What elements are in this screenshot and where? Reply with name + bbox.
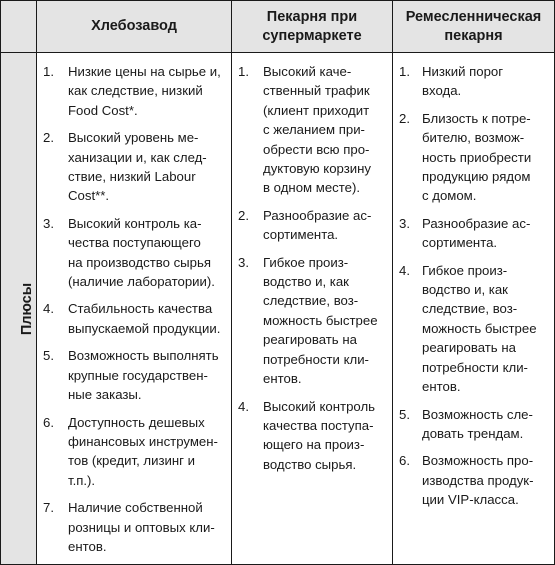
list-item-line: потребности кли- (263, 351, 369, 367)
list-item-line: с домом. (422, 188, 477, 204)
list-item-line: можность быстрее (263, 312, 378, 328)
header-row (1, 1, 555, 53)
list-item-number: 4. (43, 301, 54, 317)
header-supermarket-bakery (232, 1, 393, 53)
row-label-pros: Плюсы (19, 282, 36, 335)
list-item-number: 3. (238, 254, 249, 270)
list-item-line: Разнообразие ас- (422, 215, 531, 231)
craft-bakery-pros-cell (393, 53, 555, 565)
header-bread-factory (37, 1, 232, 53)
list-item-line: (наличие лаборатории). (68, 274, 215, 290)
list-item (399, 214, 548, 253)
list-item-text (422, 405, 548, 444)
list-item-line: ственный трафик (263, 83, 370, 99)
list-item-line: на производство сырья (68, 254, 212, 270)
list-item-line: финансовых инструмен- (68, 433, 218, 449)
header-bread-factory-label: Хлебозавод (91, 18, 177, 34)
list-item-line: следствие, воз- (263, 293, 359, 309)
list-item-line: как следствие, низкий (68, 83, 203, 99)
header-corner-cell (1, 1, 37, 53)
list-item (43, 214, 225, 292)
list-item-line: водство и, как (422, 282, 508, 298)
list-item-line: Возможность сле- (422, 406, 533, 422)
list-item-line: Низкие цены на сырье и, (68, 64, 221, 79)
bread-factory-pros-cell (37, 53, 232, 565)
list-item-line: качества поступа- (263, 417, 374, 433)
list-item-text (68, 214, 225, 292)
list-item-line: Гибкое произ- (422, 262, 508, 278)
list-item-line: водство и, как (263, 274, 349, 290)
list-item (43, 62, 225, 120)
list-item-line: ции VIP-класса. (422, 492, 519, 508)
list-item-line: реагировать на (422, 340, 516, 356)
list-item-line: Высокий контроль (263, 398, 376, 414)
list-item-text (68, 346, 225, 404)
list-item-line: Разнообразие ас- (263, 207, 372, 223)
list-item-number: 6. (399, 453, 410, 469)
list-item-line: довать трендам. (422, 425, 524, 441)
list-item-number: 5. (399, 406, 410, 422)
list-item-line: Высокий контроль ка- (68, 215, 202, 231)
list-item-text (422, 109, 548, 206)
list-item-line: Наличие собственной (68, 500, 203, 516)
pros-row (1, 53, 555, 565)
list-item-line: Cost**. (68, 188, 110, 204)
list-item-line: входа. (422, 83, 462, 99)
list-item-text (68, 299, 225, 338)
list-item-line: Возможность про- (422, 453, 534, 469)
list-item-line: с желанием при- (263, 122, 365, 138)
list-item-line: ентов. (422, 379, 461, 395)
list-item-number: 4. (399, 262, 410, 278)
list-item (43, 299, 225, 338)
list-item-number: 6. (43, 414, 54, 430)
list-item-text (68, 498, 225, 556)
list-item-line: Гибкое произ- (263, 254, 349, 270)
list-item-line: Низкий порог (422, 64, 504, 79)
list-item-number: 2. (43, 130, 54, 146)
list-item-line: Возможность выполнять (68, 348, 219, 364)
list-item (399, 62, 548, 101)
list-item-line: розницы и оптовых кли- (68, 519, 215, 535)
list-item-number: 1. (399, 64, 410, 79)
list-item-number: 3. (399, 215, 410, 231)
list-item-number: 4. (238, 398, 249, 414)
list-item-line: выпускаемой продукции. (68, 320, 221, 336)
list-item-line: ентов. (263, 371, 302, 387)
list-item (238, 253, 386, 389)
list-item-text (263, 206, 386, 245)
list-item (399, 109, 548, 206)
header-craft-bakery (393, 1, 555, 53)
list-item-line: ствие, низкий Labour (68, 169, 196, 185)
list-item-line: Высокий каче- (263, 64, 352, 79)
list-item-line: ющего на произ- (263, 437, 365, 453)
list-item-line: (клиент приходит (263, 102, 370, 118)
list-item-text (422, 214, 548, 253)
list-item-line: тов (кредит, лизинг и (68, 453, 195, 469)
list-item-line: потребности кли- (422, 359, 528, 375)
list-item (399, 261, 548, 397)
list-item-number: 1. (43, 64, 54, 79)
supermarket-bakery-pros-list (232, 53, 392, 474)
list-item-line: бителю, возмож- (422, 130, 525, 146)
list-item-line: ность приобрести (422, 149, 532, 165)
list-item-text (68, 128, 225, 206)
list-item (238, 397, 386, 475)
header-craft-bakery-line2: пекарня (444, 27, 503, 44)
list-item-line: Доступность дешевых (68, 414, 205, 430)
list-item (399, 405, 548, 444)
list-item-line: изводства продук- (422, 472, 534, 488)
supermarket-bakery-pros-cell (232, 53, 393, 565)
list-item (238, 206, 386, 245)
list-item (399, 451, 548, 509)
list-item-text (422, 261, 548, 397)
list-item-line: ные заказы. (68, 387, 142, 403)
header-supermarket-bakery-line2: супермаркете (262, 27, 362, 44)
list-item-line: можность быстрее (422, 320, 537, 336)
list-item (43, 498, 225, 556)
list-item-number: 1. (238, 64, 249, 79)
list-item-line: дуктовую корзину (263, 161, 372, 177)
list-item-text (263, 62, 386, 198)
list-item-line: ханизации и, как след- (68, 149, 207, 165)
list-item-number: 2. (399, 110, 410, 126)
list-item-line: сортимента. (263, 227, 339, 243)
list-item-line: следствие, воз- (422, 301, 518, 317)
row-label-cell (1, 53, 37, 565)
list-item (43, 346, 225, 404)
list-item-number: 2. (238, 207, 249, 223)
list-item-text (263, 397, 386, 475)
list-item-text (68, 413, 225, 491)
list-item-line: продукцию рядом (422, 169, 531, 185)
list-item-line: т.п.). (68, 472, 96, 488)
list-item-line: реагировать на (263, 332, 357, 348)
list-item-line: водство сырья. (263, 456, 357, 472)
list-item-text (422, 451, 548, 509)
header-craft-bakery-line1: Ремесленническая (405, 8, 542, 25)
list-item-line: сортимента. (422, 235, 498, 251)
list-item (238, 62, 386, 198)
list-item-line: Food Cost*. (68, 102, 138, 118)
header-supermarket-bakery-line1: Пекарня при (266, 8, 358, 25)
list-item-line: в одном месте). (263, 180, 361, 196)
list-item-line: ентов. (68, 538, 107, 554)
list-item-line: Близость к потре- (422, 110, 531, 126)
list-item-text (422, 62, 548, 101)
list-item (43, 413, 225, 491)
list-item-line: обрести всю про- (263, 141, 370, 157)
list-item-line: Стабильность качества (68, 301, 213, 317)
list-item-number: 7. (43, 500, 54, 516)
list-item-text (263, 253, 386, 389)
craft-bakery-pros-list (393, 53, 554, 510)
list-item-number: 5. (43, 348, 54, 364)
list-item-line: Высокий уровень ме- (68, 130, 199, 146)
list-item-number: 3. (43, 215, 54, 231)
bread-factory-pros-list (37, 53, 231, 556)
list-item (43, 128, 225, 206)
list-item-line: чества поступающего (68, 235, 201, 251)
list-item-line: крупные государствен- (68, 367, 208, 383)
list-item-text (68, 62, 225, 120)
